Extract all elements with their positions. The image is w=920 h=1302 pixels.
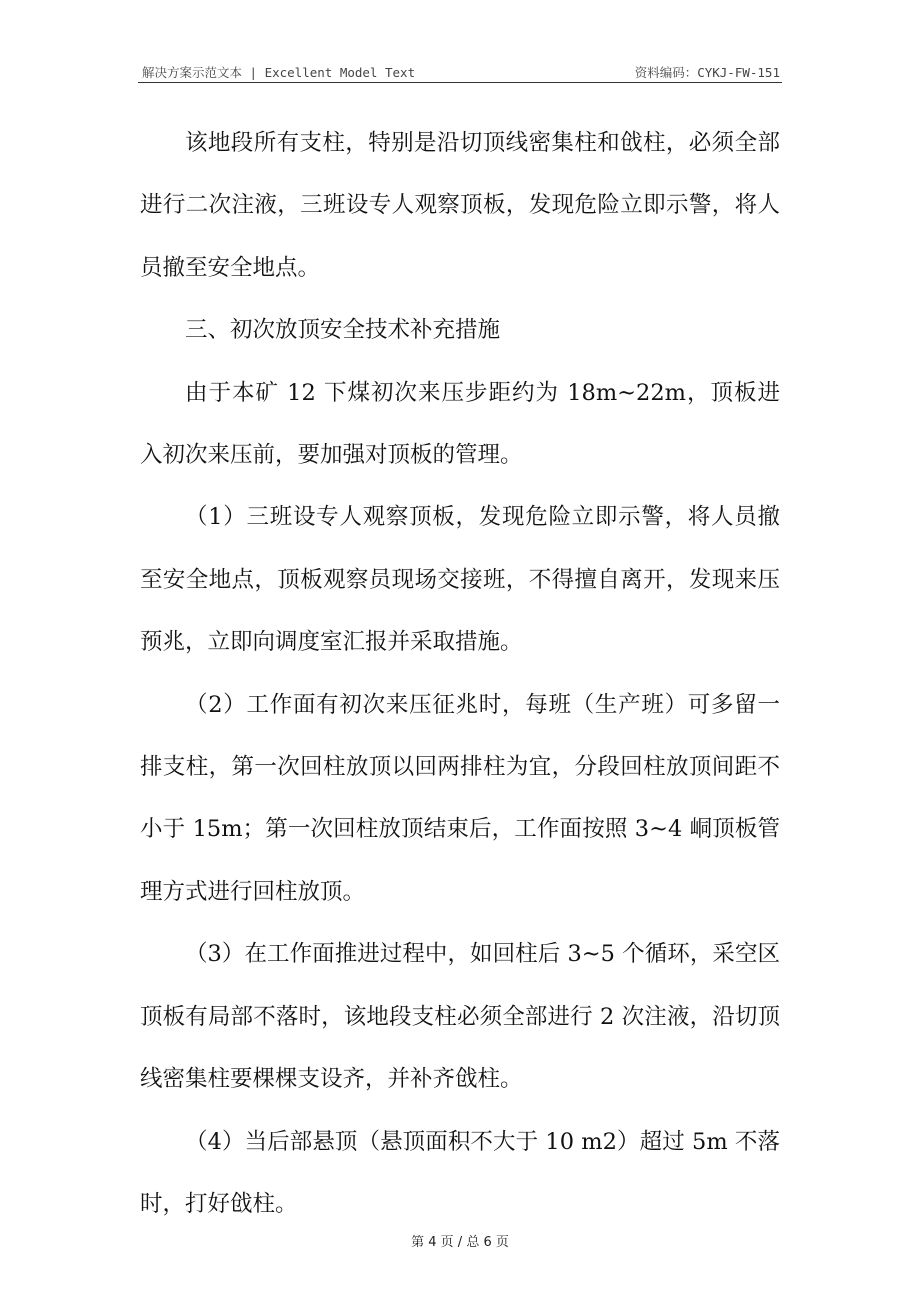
list-item-4: （4）当后部悬顶（悬顶面积不大于 10 m2）超过 5m 不落时，打好戗柱。 — [140, 1128, 780, 1217]
paragraph-1: 该地段所有支柱，特别是沿切顶线密集柱和戗柱，必须全部进行二次注液，三班设专人观察顶板，发现危险立即示警，将人员撤至安全地点。 — [140, 130, 780, 281]
header-title: 解决方案示范文本 | Excellent Model Text — [142, 65, 416, 80]
paragraph-2: 由于本矿 12 下煤初次来压步距约为 18m~22m，顶板进入初次来压前，要加强对顶板的管理。 — [140, 379, 780, 469]
page-number: 第 4 页 / 总 6 页 — [411, 1235, 509, 1250]
list-item-1: （1）三班设专人观察顶板，发现危险立即示警，将人员撤至安全地点，顶板观察员现场交接班，不得擅自离开，发现来压预兆，立即向调度室汇报并采取措施。 — [140, 504, 780, 656]
document-code: 资料编码：CYKJ-FW-151 — [634, 65, 780, 80]
section-heading: 三、初次放顶安全技术补充措施 — [185, 317, 501, 344]
list-item-2: （2）工作面有初次来压征兆时，每班（生产班）可多留一排支柱，第一次回柱放顶以回两排柱为宜，分段回柱放顶间距不小于 15m；第一次回柱放顶结束后，工作面按照 3~4 峒顶板管理方式进行回柱放顶。 — [140, 691, 780, 905]
document-body — [140, 112, 780, 1235]
page-header — [138, 60, 782, 83]
list-item-3: （3）在工作面推进过程中，如回柱后 3~5 个循环，采空区顶板有局部不落时，该地段支柱必须全部进行 2 次注液，沿切顶线密集柱要棵棵支设齐，并补齐戗柱。 — [140, 941, 780, 1093]
